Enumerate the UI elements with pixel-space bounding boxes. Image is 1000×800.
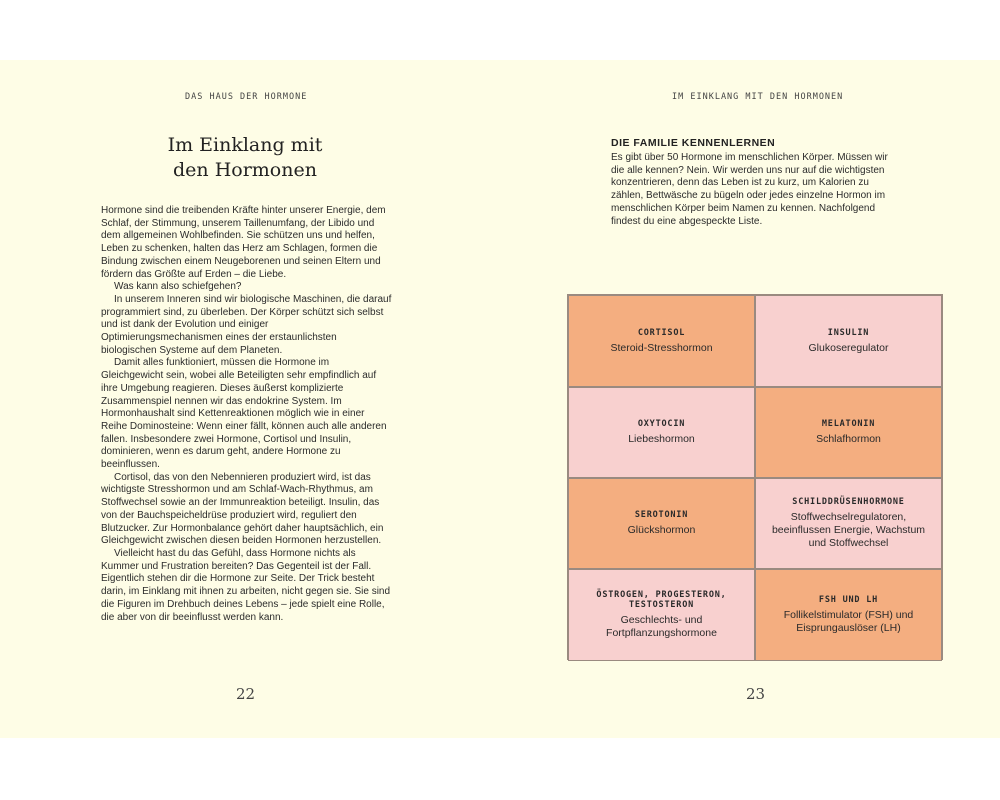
paragraph: In unserem Inneren sind wir biologische Maschinen, die darauf programmiert sind, zu überleben. Der Körper schützt sich selbst und ist dank der Evolution und einiger Optimierungsmechanismen eines der erstaunlichsten biologischen Systeme auf dem Planeten. xyxy=(101,293,392,356)
hormone-description: Schlafhormon xyxy=(816,433,881,445)
hormone-cell xyxy=(568,387,755,478)
hormone-description: Steroid-Stresshormon xyxy=(610,341,713,354)
hormone-description: Follikelstimulator (FSH) und Eisprungauslöser (LH) xyxy=(783,609,914,634)
hormone-cell xyxy=(568,569,755,661)
chapter-title-line-2: den Hormonen xyxy=(173,159,317,181)
hormone-description: Glukoseregulator xyxy=(808,341,889,354)
hormone-description: Stoffwechselregulatoren, beeinflussen Energie, Wachstum und Stoffwechsel xyxy=(771,511,926,549)
hormone-name: SCHILDDRÜSENHORMONE xyxy=(792,497,905,507)
hormone-description: Geschlechts- und Fortpflanzungshormone xyxy=(606,614,717,639)
hormone-cell xyxy=(755,569,942,661)
paragraph: Vielleicht hast du das Gefühl, dass Hormone nichts als Kummer und Frustration bereiten? Das Gegenteil ist der Fall. Eigentlich stehen dir die Hormone zur Seite. Der Trick besteht darin, im Einklang mit ihnen zu arbeiten, nicht gegen sie. Sie sind die Figuren im Drehbuch deines Lebens – jede spielt eine Rolle, die aber von dir beeinflusst werden kann. xyxy=(101,547,391,623)
right-page-number: 23 xyxy=(746,685,766,703)
paragraph: Was kann also schiefgehen? xyxy=(114,281,242,293)
hormone-table xyxy=(567,294,943,660)
section-text: Es gibt über 50 Hormone im menschlichen Körper. Müssen wir die alle kennen? Nein. Wir werden uns nur auf die wichtigsten konzentrieren, denn das Leben ist zu kurz, um Kalorien zu zählen, Bettwäsche zu bügeln oder jedes einzelne Hormon im menschlichen Körper beim Namen zu kennen. Nachfolgend findest du eine abgespeckte Liste. xyxy=(611,152,888,227)
left-body-text xyxy=(101,205,392,624)
hormone-cell xyxy=(755,295,942,387)
left-page-number: 22 xyxy=(236,685,256,703)
hormone-name: OXYTOCIN xyxy=(637,419,686,429)
hormone-name: CORTISOL xyxy=(637,327,686,338)
hormone-name: FSH UND LH xyxy=(818,595,879,605)
hormone-cell xyxy=(755,478,942,569)
hormone-description: Liebeshormon xyxy=(628,433,695,445)
paragraph: Cortisol, das von den Nebennieren produziert wird, ist das wichtigste Stresshormon und am Schlaf-Wach-Rhythmus, am Stoffwechsel sowie an der Immunreaktion beteiligt. Insulin, das von der Bauchspeicheldrüse produziert wird, reguliert den Blutzucker. Zur Hormonbalance gehört daher hauptsächlich, ein Gleichgewicht zwischen diesen beiden Hormonen herzustellen. xyxy=(101,471,384,547)
hormone-name: INSULIN xyxy=(827,327,870,338)
hormone-name: ÖSTROGEN, PROGESTERON, TESTOSTERON xyxy=(596,590,727,610)
chapter-title-line-1: Im Einklang mit xyxy=(167,134,323,156)
paragraph: Damit alles funktioniert, müssen die Hormone im Gleichgewicht sein, wobei alle Beteiligten sehr empfindlich auf ihre Umgebung reagieren. Dieses äußerst komplizierte Zusammenspiel nennen wir das endokrine System. Im Hormonhaushalt sind Kettenreaktionen möglich wie in einer Reihe Dominosteine: Wenn einer fällt, können auch alle anderen fallen. Insbesondere zwei Hormone, Cortisol und Insulin, dominieren, wenn es darum geht, andere Hormone zu beeinflussen. xyxy=(101,357,387,471)
hormone-name: MELATONIN xyxy=(821,419,876,429)
chapter-title xyxy=(100,133,390,183)
paragraph: Hormone sind die treibenden Kräfte hinter unserer Energie, dem Schlaf, der Stimmung, unserem Taillenumfang, der Libido und dem allgemeinen Wohlbefinden. Sie schützen uns und helfen, Leben zu schenken, halten das Herz am Schlagen, formen die Bindung zwischen einem Neugeborenen und seinen Eltern und fördern das Größte auf Erden – die Liebe. xyxy=(101,205,386,280)
section-heading: DIE FAMILIE KENNENLERNEN xyxy=(611,137,776,149)
right-running-head: IM EINKLANG MIT DEN HORMONEN xyxy=(672,92,844,102)
hormone-cell xyxy=(755,387,942,478)
left-running-head: DAS HAUS DER HORMONE xyxy=(185,92,308,102)
hormone-name: SEROTONIN xyxy=(634,510,689,520)
hormone-cell xyxy=(568,478,755,569)
hormone-cell xyxy=(568,295,755,387)
hormone-description: Glückshormon xyxy=(627,524,696,536)
